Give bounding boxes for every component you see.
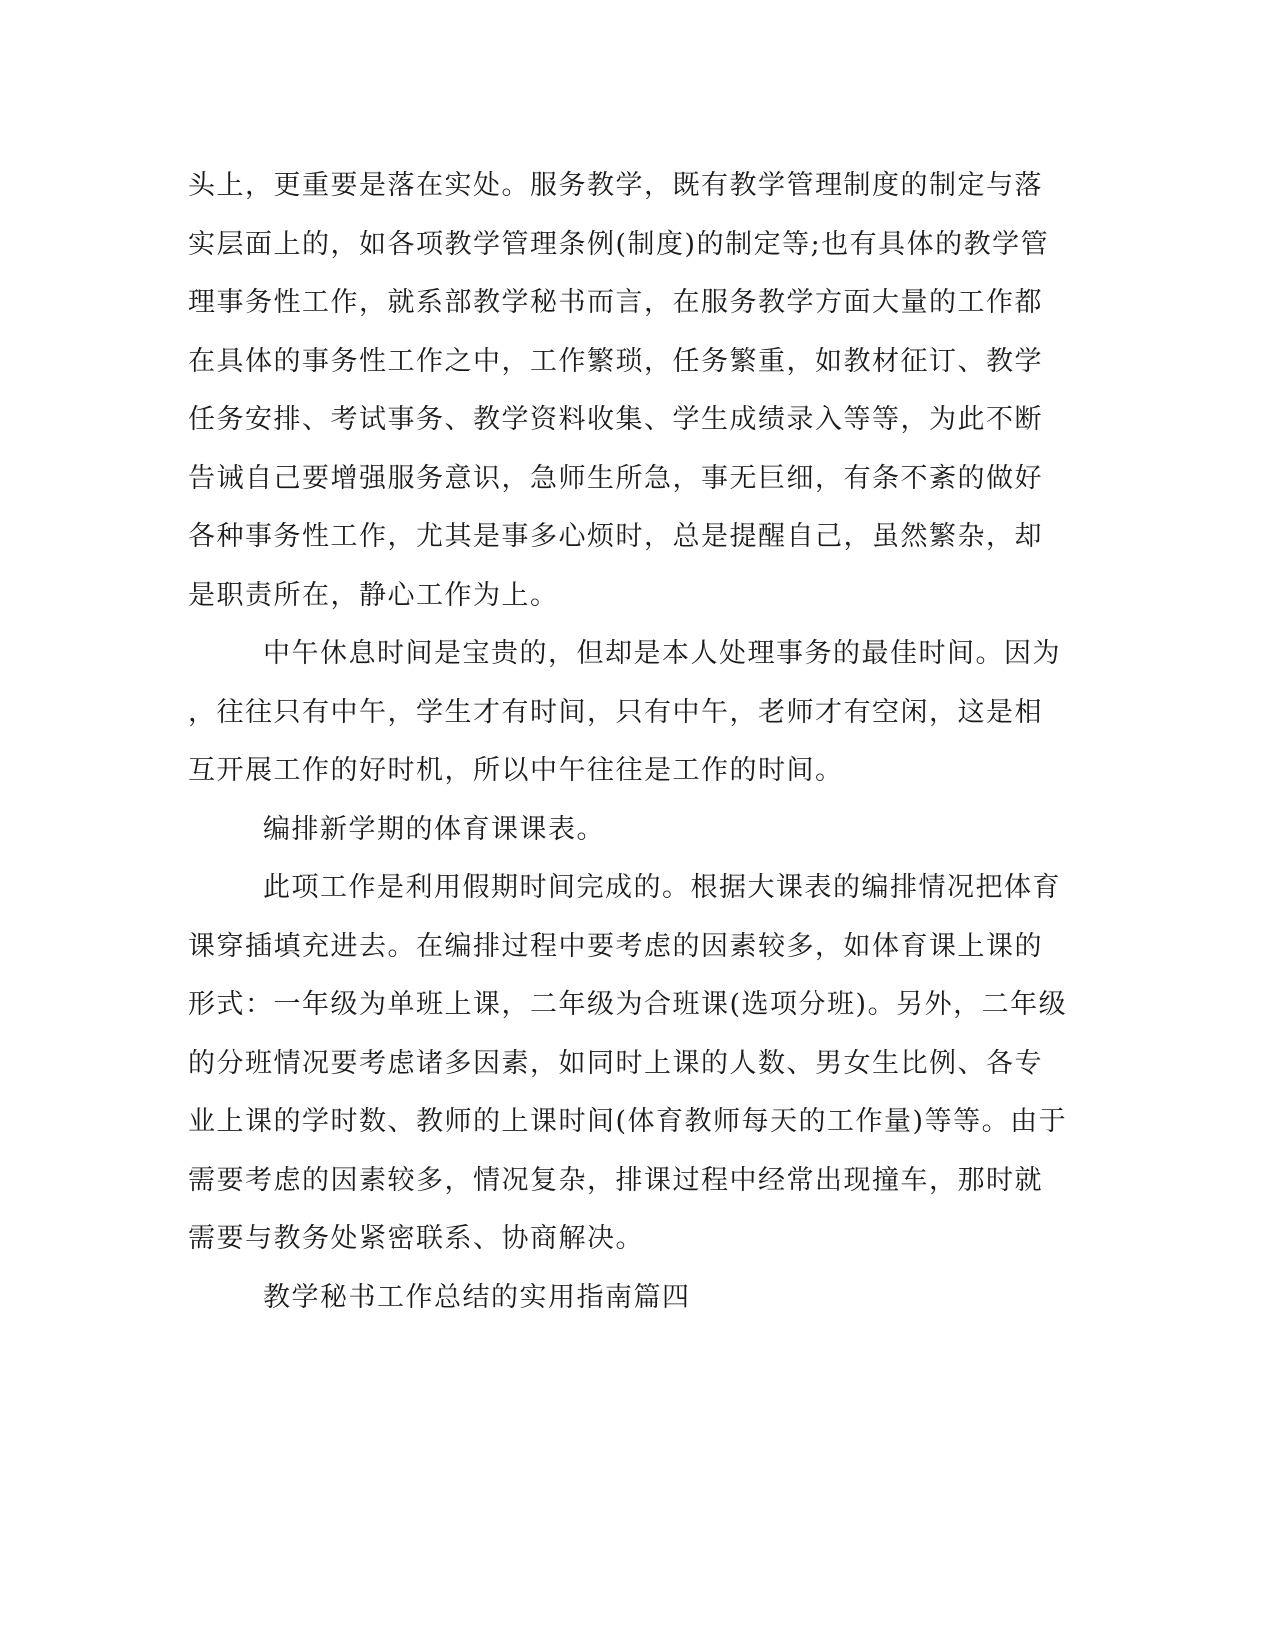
text-line: 课穿插填充进去。在编排过程中要考虑的因素较多，如体育课上课的 [188, 930, 1043, 962]
text-line: 业上课的学时数、教师的上课时间(体育教师每天的工作量)等等。由于 [188, 1106, 1068, 1137]
text-line: 任务安排、考试事务、教学资料收集、学生成绩录入等等，为此不断 [188, 404, 1043, 435]
text-line: 形式：一年级为单班上课，二年级为合班课(选项分班)。另外，二年级 [188, 989, 1068, 1020]
paragraph-start-line: 编排新学期的体育课课表。 [263, 813, 605, 845]
text-line: 是职责所在，静心工作为上。 [188, 579, 559, 611]
section-heading: 教学秘书工作总结的实用指南篇四 [263, 1281, 691, 1313]
text-line: 实层面上的，如各项教学管理条例(制度)的制定等;也有具体的教学管 [188, 228, 1050, 260]
text-line: 互开展工作的好时机，所以中午往往是工作的时间。 [188, 755, 844, 786]
text-line: 头上，更重要是落在实处。服务教学，既有教学管理制度的制定与落 [188, 170, 1043, 201]
text-line: 告诫自己要增强服务意识，急师生所急，事无巨细，有条不紊的做好 [188, 462, 1043, 494]
paragraph-start-line: 此项工作是利用假期时间完成的。根据大课表的编排情况把体育 [263, 872, 1061, 903]
text-line: 各种事务性工作，尤其是事多心烦时，总是提醒自己，虽然繁杂，却 [188, 521, 1043, 552]
text-line: 需要考虑的因素较多，情况复杂，排课过程中经常出现撞车，那时就 [188, 1164, 1043, 1196]
text-line: 的分班情况要考虑诸多因素，如同时上课的人数、男女生比例、各专 [188, 1047, 1043, 1079]
text-line: ，往往只有中午，学生才有时间，只有中午，老师才有空闲，这是相 [188, 696, 1043, 728]
document-body [188, 157, 1088, 1327]
text-line: 在具体的事务性工作之中，工作繁琐，任务繁重，如教材征订、教学 [188, 345, 1043, 377]
paragraph-start-line: 中午休息时间是宝贵的，但却是本人处理事务的最佳时间。因为 [263, 638, 1061, 669]
text-line: 理事务性工作，就系部教学秘书而言，在服务教学方面大量的工作都 [188, 287, 1043, 318]
text-line: 需要与教务处紧密联系、协商解决。 [188, 1223, 644, 1254]
